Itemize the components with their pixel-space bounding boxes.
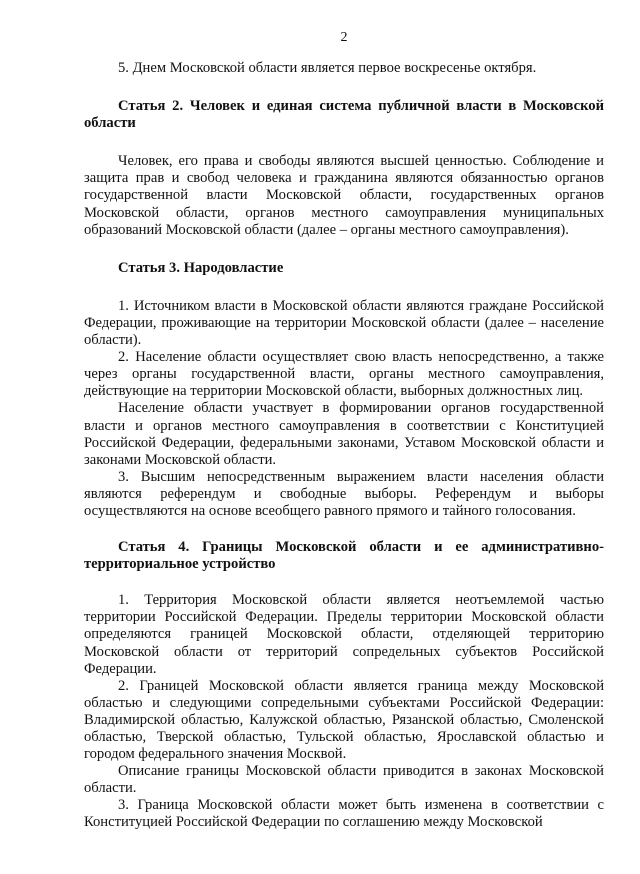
article-4-paragraph: Описание границы Московской области приводится в законах Московской области. xyxy=(84,763,604,797)
article-2-paragraph: Человек, его права и свободы являются высшей ценностью. Соблюдение и защита прав и свобод человека и гражданина являются обязанностью органов государственной власти Московской области, государственных органов Московской области, органов местного самоуправления муниципальных образований Московской области (далее – органы местного самоуправления). xyxy=(84,153,604,238)
article-2-heading: Статья 2. Человек и единая система публичной власти в Московской области xyxy=(84,98,604,132)
intro-item: 5. Днем Московской области является первое воскресенье октября. xyxy=(118,60,537,76)
page-number: 2 xyxy=(340,30,348,45)
article-3-paragraph: 3. Высшим непосредственным выражением власти населения области являются референдум и свободные выборы. Референдум и выборы осуществляются на основе всеобщего равного прямого и тайного голосования. xyxy=(84,468,604,519)
article-4-heading: Статья 4. Границы Московской области и ее административно-территориальное устройство xyxy=(84,539,604,573)
article-3-paragraph: 1. Источником власти в Московской области являются граждане Российской Федерации, проживающие на территории Московской области (далее – население области). xyxy=(84,297,604,349)
article-4-paragraph: 1. Территория Московской области является неотъемлемой частью территории Российской Федерации. Пределы территории Московской области определяются границей Московской области, отделяющей территорию Московской области от территорий сопредельных субъектов Российской Федерации. xyxy=(84,592,604,677)
article-3-paragraph: Население области участвует в формировании органов государственной власти и органов местного самоуправления в соответствии с Конституцией Российской Федерации, федеральными законами, Уставом Московской области и законами Московской области. xyxy=(84,400,604,468)
article-4-paragraph: 3. Граница Московской области может быть изменена в соответствии с Конституцией Российской Федерации по соглашению между Московской xyxy=(84,797,604,831)
article-3-heading: Статья 3. Народовластие xyxy=(118,259,284,276)
article-3-paragraph: 2. Население области осуществляет свою власть непосредственно, а также через органы государственной власти, органы местного самоуправления, действующие на территории Московской области, выборных должностных лиц. xyxy=(84,349,604,400)
article-4-paragraph: 2. Границей Московской области является граница между Московской областью и следующими сопредельными субъектами Российской Федерации: Владимирской областью, Калужской областью, Рязанской областью, Смоленской областью, Тверской областью, Тульской областью, Ярославской областью и городом федерального значения Москвой. xyxy=(84,677,604,763)
